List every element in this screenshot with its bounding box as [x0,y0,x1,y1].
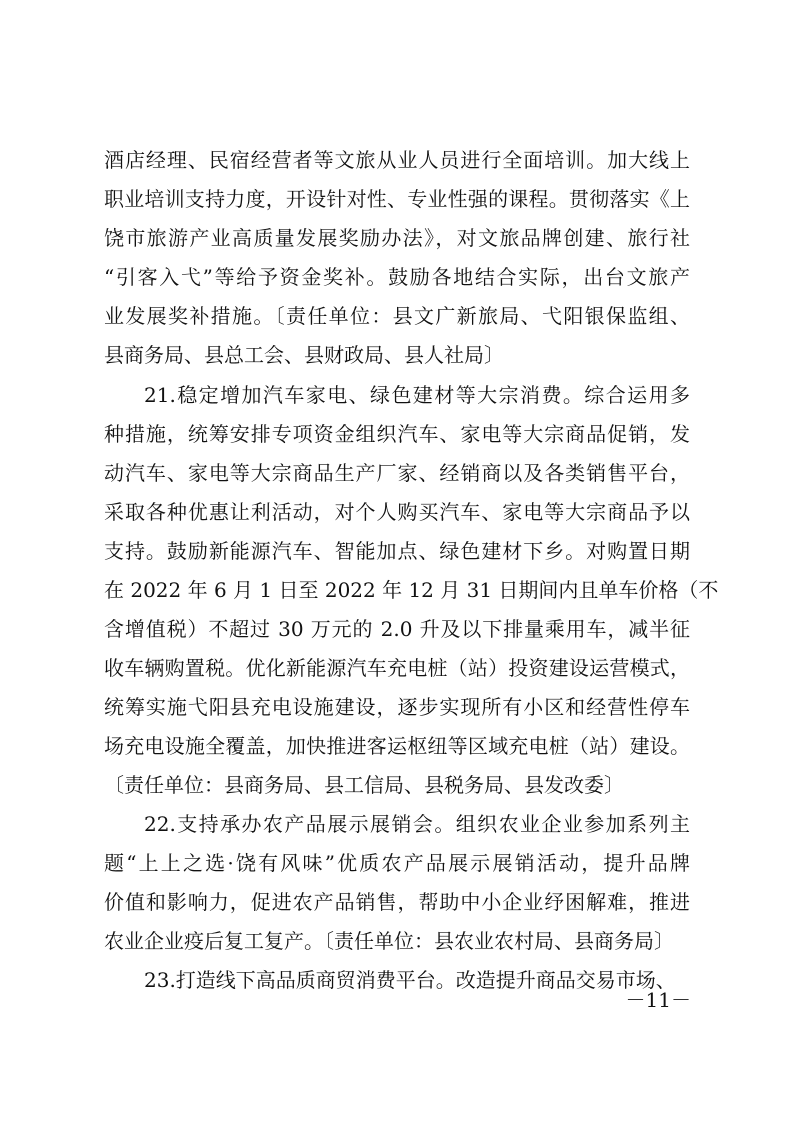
paragraph-1-line-5: 业发展奖补措施。〔责任单位：县文广新旅局、弋阳银保监组、 [104,304,690,328]
paragraph-2-line-1: 21.稳定增加汽车家电、绿色建材等大宗消费。综合运用多 [144,383,690,407]
paragraph-3-line-4: 农业企业疫后复工复产。〔责任单位：县农业农村局、县商务局〕 [104,929,674,953]
paragraph-3-line-1: 22.支持承办农产品展示展销会。组织农业企业参加系列主 [144,812,690,836]
paragraph-2-line-2: 种措施，统筹安排专项资金组织汽车、家电等大宗商品促销，发 [104,422,690,446]
paragraph-2-line-7: 含增值税）不超过 30 万元的 2.0 升及以下排量乘用车，减半征 [104,617,690,641]
paragraph-2-line-11: 〔责任单位：县商务局、县工信局、县税务局、县发改委〕 [104,773,624,797]
paragraph-1-line-1: 酒店经理、民宿经营者等文旅从业人员进行全面培训。加大线上 [104,148,690,172]
paragraph-2-line-10: 场充电设施全覆盖，加快推进客运枢纽等区域充电桩（站）建设。 [104,734,690,758]
paragraph-3-line-3: 价值和影响力，促进农产品销售，帮助中小企业纾困解难，推进 [104,890,690,914]
paragraph-1-line-2: 职业培训支持力度，开设针对性、专业性强的课程。贯彻落实《上 [104,187,690,211]
paragraph-2-line-4: 采取各种优惠让利活动，对个人购买汽车、家电等大宗商品予以 [104,500,690,524]
paragraph-1-line-6: 县商务局、县总工会、县财政局、县人社局〕 [104,343,504,367]
paragraph-2-line-6: 在 2022 年 6 月 1 日至 2022 年 12 月 31 日期间内且单车价格（不 [104,578,719,602]
paragraph-3-line-2: 题“上上之选·饶有风味”优质农产品展示展销活动，提升品牌 [104,851,690,875]
paragraph-2-line-3: 动汽车、家电等大宗商品生产厂家、经销商以及各类销售平台， [104,461,690,485]
paragraph-2-line-8: 收车辆购置税。优化新能源汽车充电桩（站）投资建设运营模式， [104,656,690,680]
paragraph-4-line-1: 23.打造线下高品质商贸消费平台。改造提升商品交易市场、 [144,968,676,992]
page-number: －11－ [625,988,691,1012]
paragraph-2-line-9: 统筹实施弋阳县充电设施建设，逐步实现所有小区和经营性停车 [104,695,690,719]
paragraph-2-line-5: 支持。鼓励新能源汽车、智能加点、绿色建材下乡。对购置日期 [104,539,690,563]
paragraph-1-line-4: “引客入弋”等给予资金奖补。鼓励各地结合实际，出台文旅产 [104,265,690,289]
paragraph-1-line-3: 饶市旅游产业高质量发展奖励办法》，对文旅品牌创建、旅行社 [104,226,690,250]
